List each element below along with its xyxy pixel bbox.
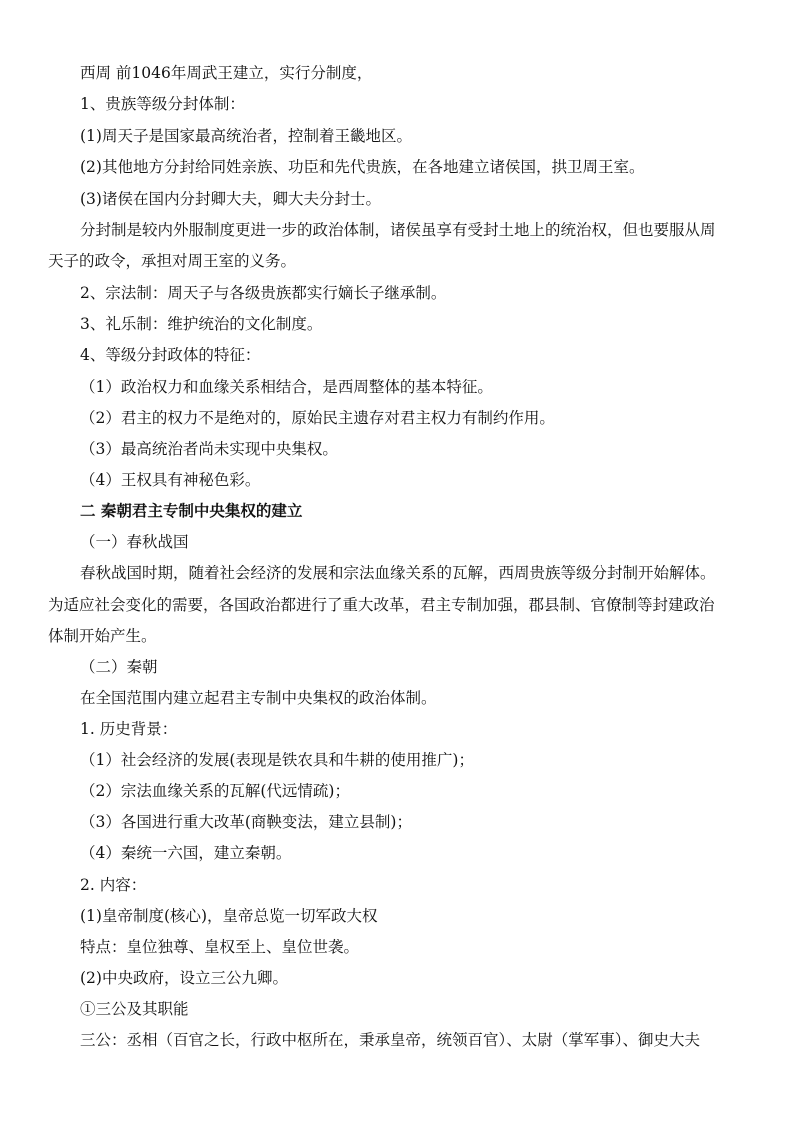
text-line: 春秋战国时期，随着社会经济的发展和宗法血缘关系的瓦解，西周贵族等级分封制开始解体。: [80, 564, 716, 582]
text-line: （2）君主的权力不是绝对的，原始民主遗存对君主权力有制约作用。: [80, 409, 555, 427]
text-line: （3）各国进行重大改革(商鞅变法，建立县制)；: [80, 813, 412, 831]
text-line: （4）秦统一六国，建立秦朝。: [80, 844, 292, 862]
text-line: (1)周天子是国家最高统治者，控制着王畿地区。: [80, 127, 412, 145]
text-line: (1)皇帝制度(核心)，皇帝总览一切军政大权: [80, 907, 378, 925]
text-line: 三公：丞相（百官之长，行政中枢所在，秉承皇帝，统领百官）、太尉（掌军事）、御史大夫: [80, 1031, 701, 1049]
subsection-heading: （一）春秋战国: [80, 533, 189, 551]
text-line: 3、礼乐制：维护统治的文化制度。: [80, 315, 323, 333]
text-line: 西周 前1046年周武王建立，实行分制度，: [80, 64, 373, 82]
text-line: 4、等级分封政体的特征：: [80, 346, 261, 364]
text-line: （4）王权具有神秘色彩。: [80, 471, 261, 489]
section-heading: 二 秦朝君主专制中央集权的建立: [80, 501, 303, 520]
text-line: （2）宗法血缘关系的瓦解(代远情疏)；: [80, 782, 350, 800]
text-line: 天子的政令，承担对周王室的义务。: [48, 252, 297, 270]
text-line: （1）政治权力和血缘关系相结合，是西周整体的基本特征。: [80, 378, 493, 396]
text-line: (2)中央政府，设立三公九卿。: [80, 969, 288, 987]
text-line: 特点：皇位独尊、皇权至上、皇位世袭。: [80, 938, 360, 956]
text-line: 1、贵族等级分封体制：: [80, 95, 245, 113]
text-line: (2)其他地方分封给同姓亲族、功臣和先代贵族，在各地建立诸侯国，拱卫周王室。: [80, 158, 645, 176]
text-line: ①三公及其职能: [80, 1000, 189, 1018]
text-line: (3)诸侯在国内分封卿大夫，卿大夫分封士。: [80, 190, 381, 208]
text-line: 分封制是较内外服制度更进一步的政治体制，诸侯虽享有受封土地上的统治权，但也要服从周: [80, 221, 716, 239]
text-line: （3）最高统治者尚未实现中央集权。: [80, 440, 338, 458]
text-line: 2. 内容：: [80, 876, 147, 894]
text-line: 1. 历史背景：: [80, 720, 178, 738]
text-line: （1）社会经济的发展(表现是铁农具和牛耕的使用推广)；: [80, 751, 474, 769]
text-line: 在全国范围内建立起君主专制中央集权的政治体制。: [80, 689, 437, 707]
text-line: 2、宗法制：周天子与各级贵族都实行嫡长子继承制。: [80, 284, 447, 302]
subsection-heading: （二）秦朝: [80, 658, 158, 676]
text-line: 为适应社会变化的需要，各国政治都进行了重大改革，君主专制加强，郡县制、官僚制等封建政治: [48, 596, 715, 614]
text-line: 体制开始产生。: [48, 627, 157, 645]
